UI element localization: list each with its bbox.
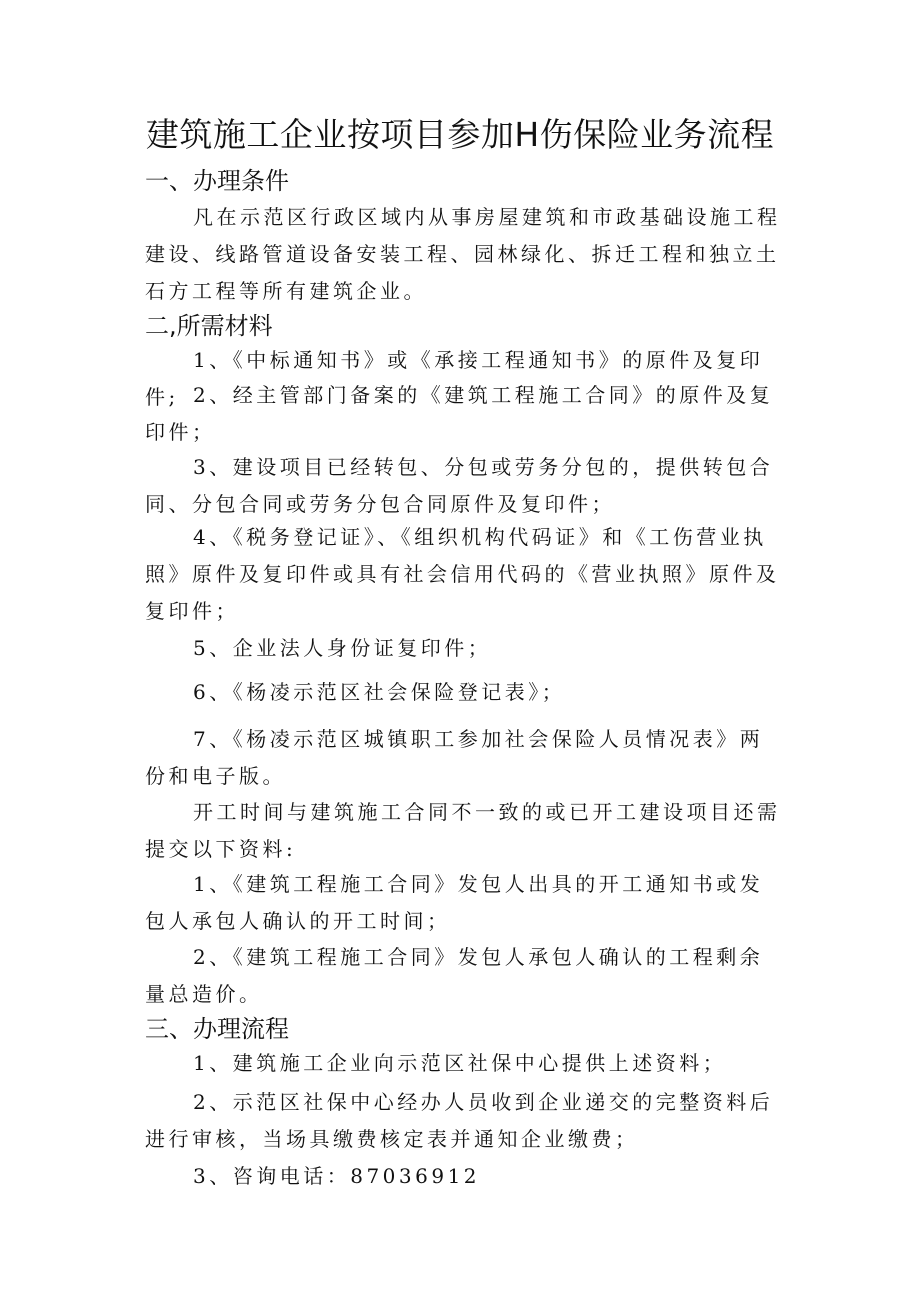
paragraph-extra-2: 2、《建筑工程施工合同》发包人承包人确认的工程剩余量总造价。 bbox=[145, 945, 764, 1006]
paragraph-process-1: 1、建筑施工企业向示范区社保中心提供上述资料； bbox=[193, 1051, 727, 1075]
document-title: 建筑施工企业按项目参加H伤保险业务流程 bbox=[145, 115, 775, 154]
paragraph-material-6: 6、《杨凌示范区社会保险登记表》； bbox=[193, 680, 566, 704]
paragraph-material-3: 3、建设项目已经转包、分包或劳务分包的，提供转包合同、分包合同或劳务分包合同原件及复印件； bbox=[145, 455, 774, 516]
paragraph-process-3: 3、咨询电话：87036912 bbox=[193, 1164, 481, 1188]
paragraph-process-2: 2、示范区社保中心经办人员收到企业递交的完整资料后进行审核，当场具缴费核定表并通知企业缴费； bbox=[145, 1090, 774, 1151]
paragraph-material-1: 1、《中标通知书》或《承接工程通知书》的原件及复印件; bbox=[145, 348, 764, 409]
section-heading-process: 三、办理流程 bbox=[145, 1015, 289, 1043]
paragraph-conditions: 凡在示范区行政区域内从事房屋建筑和市政基础设施工程建设、线路管道设备安装工程、园林绿化、拆迁工程和独立土石方工程等所有建筑企业。 bbox=[145, 205, 781, 303]
paragraph-extra-1: 1、《建筑工程施工合同》发包人出具的开工通知书或发包人承包人确认的开工时间； bbox=[145, 872, 764, 933]
paragraph-material-4: 4、《税务登记证》、《组织机构代码证》和《工伤营业执照》原件及复印件或具有社会信用代码的《营业执照》原件及复印件； bbox=[145, 525, 780, 623]
paragraph-extra-note: 开工时间与建筑施工合同不一致的或已开工建设项目还需提交以下资料: bbox=[145, 800, 781, 861]
section-heading-conditions: 一、办理条件 bbox=[145, 167, 289, 195]
paragraph-material-5: 5、企业法人身份证复印件； bbox=[193, 636, 492, 660]
section-heading-materials: 二,所需材料 bbox=[145, 312, 273, 340]
paragraph-material-7: 7、《杨凌示范区城镇职工参加社会保险人员情况表》两份和电子版。 bbox=[145, 727, 764, 788]
paragraph-material-2: 2、经主管部门备案的《建筑工程施工合同》的原件及复印件； bbox=[145, 383, 774, 444]
